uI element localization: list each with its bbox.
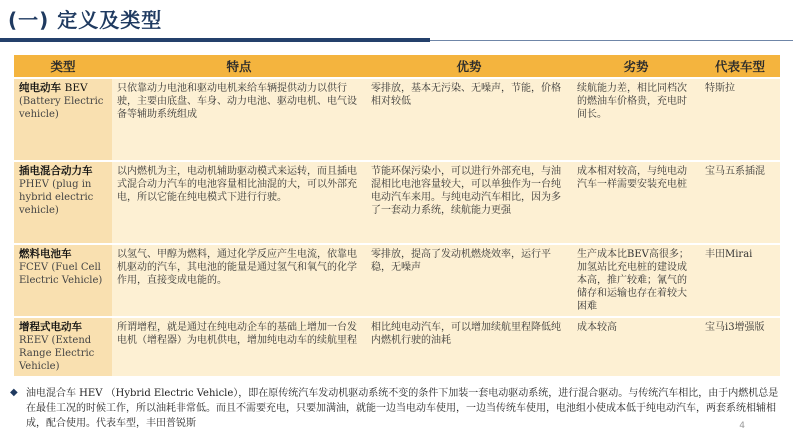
disadvantages-cell: 生产成本比BEV高很多；加氢站比充电桩的建设成本高，推广较难；氰气的储存和运输也存在着较大困难 (572, 244, 700, 317)
disadvantages-cell: 成本较高 (572, 317, 700, 377)
table-row (14, 244, 780, 317)
vehicle-types-table (14, 55, 780, 378)
type-full-name: (plug in hybrid electric vehicle) (19, 179, 94, 216)
model-cell: 特斯拉 (700, 78, 780, 161)
advantages-cell: 零排放，提高了发动机燃烧效率，运行平稳，无噪声 (366, 244, 572, 317)
type-full-name: (Extend Range Electric Vehicle) (19, 335, 95, 372)
header-advantages: 优势 (366, 55, 572, 78)
model-cell: 丰田Mirai (700, 244, 780, 317)
model-cell: 宝马五系插混 (700, 161, 780, 244)
table-row (14, 161, 780, 244)
type-full-name: (Fuel Cell Electric Vehicle) (19, 262, 103, 286)
advantages-cell: 零排放，基本无污染、无噪声，节能，价格相对较低 (366, 78, 572, 161)
features-cell: 以氢气、甲醇为燃料，通过化学反应产生电流，依靠电机驱动的汽车，其电池的能量是通过氢气和氧气的化学作用，直接变成电能的。 (112, 244, 366, 317)
advantages-cell: 相比纯电动汽车，可以增加续航里程降低纯内燃机行驶的油耗 (366, 317, 572, 377)
type-abbr: REEV (19, 335, 49, 346)
header-type: 类型 (14, 55, 112, 78)
features-cell: 以内燃机为主，电动机辅助驱动模式来运转，而且插电式混合动力汽车的电池容量相比油混的大，可以外部充电，所以它能在纯电模式下进行行驶。 (112, 161, 366, 244)
header-features: 特点 (112, 55, 366, 78)
header-model: 代表车型 (700, 55, 780, 78)
disadvantages-cell: 续航能力差，相比同档次的燃油车价格贵，充电时间长。 (572, 78, 700, 161)
type-cell (14, 244, 112, 317)
type-cell (14, 78, 112, 161)
type-full-name: (Battery Electric vehicle) (19, 96, 104, 120)
type-abbr: PHEV (19, 179, 49, 190)
model-cell: 宝马i3增强版 (700, 317, 780, 377)
type-cell (14, 161, 112, 244)
advantages-cell: 节能环保污染小，可以进行外部充电，与油混相比电池容量较大，可以单独作为一台纯电动汽车来用。与纯电动汽车相比，因为多了一套动力系统，续航能力更强 (366, 161, 572, 244)
type-name: 燃料电池车 (19, 248, 72, 260)
title-underline (0, 38, 430, 42)
diamond-bullet-icon: ◆ (10, 387, 18, 398)
table-row (14, 78, 780, 161)
disadvantages-cell: 成本相对较高，与纯电动汽车一样需要安装充电桩 (572, 161, 700, 244)
table-row (14, 317, 780, 377)
features-cell: 只依靠动力电池和驱动电机来给车辆提供动力以供行驶，主要由底盘、车身、动力电池、驱动电机、电气设备等辅助系统组成 (112, 78, 366, 161)
features-cell: 所谓增程，就是通过在纯电动企车的基础上增加一台发电机（增程器）为电机供电，增加纯电动车的续航里程 (112, 317, 366, 377)
type-name: 增程式电动车 (19, 321, 82, 333)
type-name: 插电混合动力车 (19, 165, 93, 177)
title-underline-tail (430, 40, 793, 41)
page-number: 4 (739, 421, 745, 431)
type-cell (14, 317, 112, 377)
footnote-text: 油电混合车 HEV （Hybrid Electric Vehicle），即在原传统汽车发动机驱动系统不变的条件下加装一套电动驱动系统，进行混合驱动。与传统汽车相比，由于内燃机总是在最佳工况的时候工作，所以油耗非常低。而且不需要充电，只要加满油，就能一边当电动车使用，一边当传统车使用，电池组小使成本低于纯电动汽车，两套系统相辅相成，配合使用。代表车型，丰田普锐斯 (26, 388, 779, 429)
page-title: (一) 定义及类型 (8, 8, 163, 32)
type-abbr: BEV (64, 82, 88, 94)
type-abbr: FCEV (19, 262, 49, 273)
table-header-row (14, 55, 780, 78)
header-disadvantages: 劣势 (572, 55, 700, 78)
type-name: 纯电动车 (19, 82, 61, 94)
